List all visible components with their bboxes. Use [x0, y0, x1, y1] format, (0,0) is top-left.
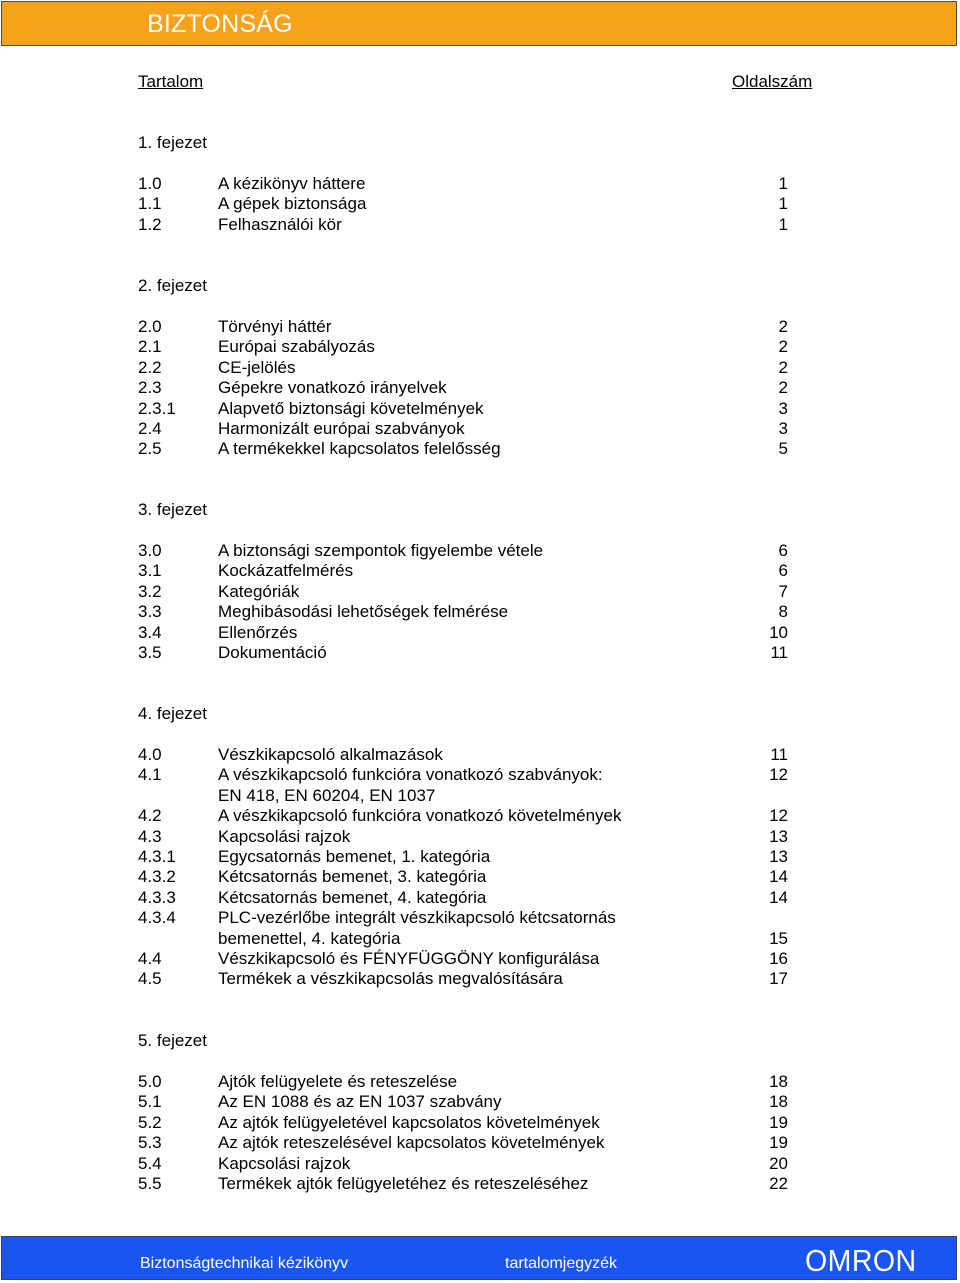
toc-entry [0, 806, 960, 826]
toc-entry-number: 2.5 [138, 439, 162, 459]
toc-entry-page: 18 [769, 1072, 788, 1091]
toc-entry [0, 969, 960, 989]
toc-entry [0, 867, 960, 887]
toc-entry-title: Vészkikapcsoló és FÉNYFÜGGÖNY konfigurálása [218, 949, 600, 968]
chapter-heading: 4. fejezet [138, 704, 207, 723]
toc-entry-page: 19 [769, 1112, 788, 1132]
footer-document-title: Biztonságtechnikai kézikönyv [140, 1255, 349, 1272]
toc-entry-title: Kétcsatornás bemenet, 3. kategória [218, 867, 487, 887]
toc-entry [0, 827, 960, 847]
toc-entry-number: 3.2 [138, 581, 162, 601]
toc-entry [0, 582, 960, 602]
toc-entry-number: 1.2 [138, 214, 162, 234]
toc-entry-title: Az ajtók felügyeletével kapcsolatos követelmények [218, 1112, 600, 1132]
toc-entry-title: A gépek biztonsága [218, 194, 367, 214]
footer-bar [1, 1236, 957, 1280]
toc-entry [0, 908, 960, 928]
toc-entry-title: Európai szabályozás [218, 337, 375, 357]
toc-entry-page: 12 [769, 765, 788, 785]
toc-entry [0, 1133, 960, 1153]
toc-entry-number: 4.3.1 [138, 847, 176, 866]
chapter-heading: 2. fejezet [138, 276, 207, 295]
toc-entry-page: 2 [778, 357, 788, 377]
toc-entry [0, 847, 960, 867]
toc-entry [0, 561, 960, 581]
toc-entry-number: 3.4 [138, 622, 162, 642]
toc-entry-number: 5.2 [138, 1112, 162, 1132]
toc-entry-page: 22 [769, 1174, 788, 1193]
chapter-heading: 3. fejezet [138, 500, 207, 519]
toc-entry-title: Alapvető biztonsági követelmények [218, 398, 484, 418]
toc-entry-title: A kézikönyv háttere [218, 174, 366, 193]
toc-entry [0, 358, 960, 378]
toc-entry-page: 8 [778, 602, 788, 622]
toc-entry [0, 643, 960, 663]
toc-entry [0, 1154, 960, 1174]
toc-entry [0, 1113, 960, 1133]
toc-entry-number: 4.3 [138, 826, 162, 846]
footer-section-name: tartalomjegyzék [505, 1255, 618, 1272]
toc-entry-title: Termékek a vészkikapcsolás megvalósítására [218, 969, 563, 989]
toc-entry-page: 3 [778, 398, 788, 418]
toc-entry-title: A termékekkel kapcsolatos felelősség [218, 439, 501, 459]
page-number-heading: Oldalszám [732, 72, 813, 91]
toc-entry-title: Ellenőrzés [218, 622, 298, 642]
toc-entry-title: CE-jelölés [218, 357, 296, 377]
toc-entry-page: 7 [778, 581, 788, 601]
toc-entry [0, 1174, 960, 1194]
toc-entry-title: Harmonizált európai szabványok [218, 419, 465, 438]
toc-entry-title: Az EN 1088 és az EN 1037 szabvány [218, 1092, 502, 1112]
toc-entry-number: 4.5 [138, 969, 162, 989]
toc-entry [0, 337, 960, 357]
omron-logo: OMRON [805, 1243, 917, 1278]
toc-entry [0, 765, 960, 785]
toc-entry-number: 5.4 [138, 1153, 162, 1173]
toc-entry-page: 17 [769, 969, 788, 989]
toc-entry-page: 14 [769, 867, 788, 887]
toc-entry-title: Meghibásodási lehetőségek felmérése [218, 602, 509, 622]
toc-entry-number: 5.1 [138, 1092, 162, 1112]
toc-entry-title: A biztonsági szempontok figyelembe vétele [218, 541, 544, 560]
toc-entry-page: 11 [770, 643, 788, 662]
toc-entry [0, 174, 960, 194]
toc-entry-number: 2.4 [138, 419, 162, 438]
toc-entry-number: 3.1 [138, 561, 162, 581]
toc-entry-title: Kétcsatornás bemenet, 4. kategória [218, 887, 487, 907]
toc-entry-title: Dokumentáció [218, 643, 327, 662]
toc-entry-page: 2 [778, 337, 788, 357]
toc-entry [0, 194, 960, 214]
toc-entry [0, 623, 960, 643]
toc-entry-number: 5.5 [138, 1174, 162, 1193]
toc-entry-page: 6 [778, 541, 788, 560]
toc-entry-page: 3 [778, 419, 788, 438]
toc-entry-page: 13 [769, 826, 788, 846]
toc-entry-page: 11 [770, 745, 788, 764]
toc-entry-title: EN 418, EN 60204, EN 1037 [218, 785, 436, 805]
toc-entry-number: 4.3.3 [138, 887, 176, 907]
chapter-heading: 1. fejezet [138, 133, 207, 152]
toc-entry-title: Kockázatfelmérés [218, 561, 354, 581]
toc-entry-title: Kategóriák [218, 581, 300, 601]
contents-heading: Tartalom [138, 72, 204, 91]
toc-entry [0, 888, 960, 908]
toc-entry-title: Felhasználói kör [218, 214, 342, 234]
toc-entry-page: 14 [769, 887, 788, 907]
toc-entry-title: Az ajtók reteszelésével kapcsolatos követelmények [218, 1133, 605, 1153]
toc-entry-page: 1 [778, 214, 788, 234]
toc-entry [0, 1092, 960, 1112]
toc-entry-number: 1.0 [138, 174, 162, 193]
toc-entry [0, 215, 960, 235]
toc-entry-page: 18 [769, 1092, 788, 1112]
toc-entry [0, 602, 960, 622]
toc-entry-page: 6 [778, 561, 788, 581]
toc-entry-page: 5 [778, 439, 788, 459]
toc-entry [0, 745, 960, 765]
toc-entry [0, 929, 960, 949]
toc-entry-title: Egycsatornás bemenet, 1. kategória [218, 847, 491, 866]
toc-entry-number: 4.1 [138, 765, 162, 785]
toc-entry-page: 10 [769, 622, 788, 642]
page-title: BIZTONSÁG [147, 10, 293, 38]
toc-entry-number: 5.3 [138, 1133, 162, 1153]
toc-entry-page: 20 [769, 1153, 788, 1173]
toc-entry-page: 13 [769, 847, 788, 866]
toc-entry-number: 2.0 [138, 317, 162, 336]
toc-entry-title: Törvényi háttér [218, 317, 332, 336]
toc-entry-number: 2.3.1 [138, 398, 176, 418]
toc-entry-number: 4.3.2 [138, 867, 176, 887]
toc-entry-page: 15 [769, 928, 788, 948]
toc-entry-page: 12 [769, 806, 788, 826]
toc-entry-title: Gépekre vonatkozó irányelvek [218, 378, 447, 398]
header-bar [1, 1, 957, 46]
toc-entry-number: 5.0 [138, 1072, 162, 1091]
toc-entry [0, 419, 960, 439]
toc-entry-title: Termékek ajtók felügyeletéhez és reteszeléséhez [218, 1174, 589, 1193]
toc-entry [0, 439, 960, 459]
toc-entry-number: 4.4 [138, 949, 162, 968]
toc-entry-number: 2.3 [138, 378, 162, 398]
toc-entry-title: A vészkikapcsoló funkcióra vonatkozó követelmények [218, 806, 622, 826]
toc-entry-title: PLC-vezérlőbe integrált vészkikapcsoló kétcsatornás [218, 908, 616, 928]
chapter-heading: 5. fejezet [138, 1031, 207, 1050]
toc-entry-number: 4.2 [138, 806, 162, 826]
toc-entry-number: 3.5 [138, 643, 162, 662]
toc-entry [0, 378, 960, 398]
toc-entry-title: A vészkikapcsoló funkcióra vonatkozó szabványok: [218, 765, 603, 785]
toc-entry-title: Ajtók felügyelete és reteszelése [218, 1072, 458, 1091]
toc-entry-page: 16 [769, 949, 788, 968]
toc-entry-title: Kapcsolási rajzok [218, 826, 351, 846]
toc-entry-page: 2 [778, 378, 788, 398]
toc-entry-title: bemenettel, 4. kategória [218, 928, 401, 948]
toc-entry-title: Vészkikapcsoló alkalmazások [218, 745, 443, 764]
toc-entry-title: Kapcsolási rajzok [218, 1153, 351, 1173]
toc-entry [0, 1072, 960, 1092]
toc-entry-number: 3.0 [138, 541, 162, 560]
toc-entry-number: 2.2 [138, 357, 162, 377]
toc-entry [0, 317, 960, 337]
toc-entry [0, 541, 960, 561]
toc-entry-page: 2 [778, 317, 788, 336]
toc-entry [0, 399, 960, 419]
toc-entry [0, 786, 960, 806]
toc-entry [0, 949, 960, 969]
toc-entry-page: 1 [778, 174, 788, 193]
toc-entry-number: 2.1 [138, 337, 162, 357]
toc-entry-number: 4.3.4 [138, 908, 176, 928]
toc-entry-page: 1 [778, 194, 788, 214]
toc-entry-number: 4.0 [138, 745, 162, 764]
toc-entry-number: 3.3 [138, 602, 162, 622]
toc-entry-number: 1.1 [138, 194, 162, 214]
toc-entry-page: 19 [769, 1133, 788, 1153]
